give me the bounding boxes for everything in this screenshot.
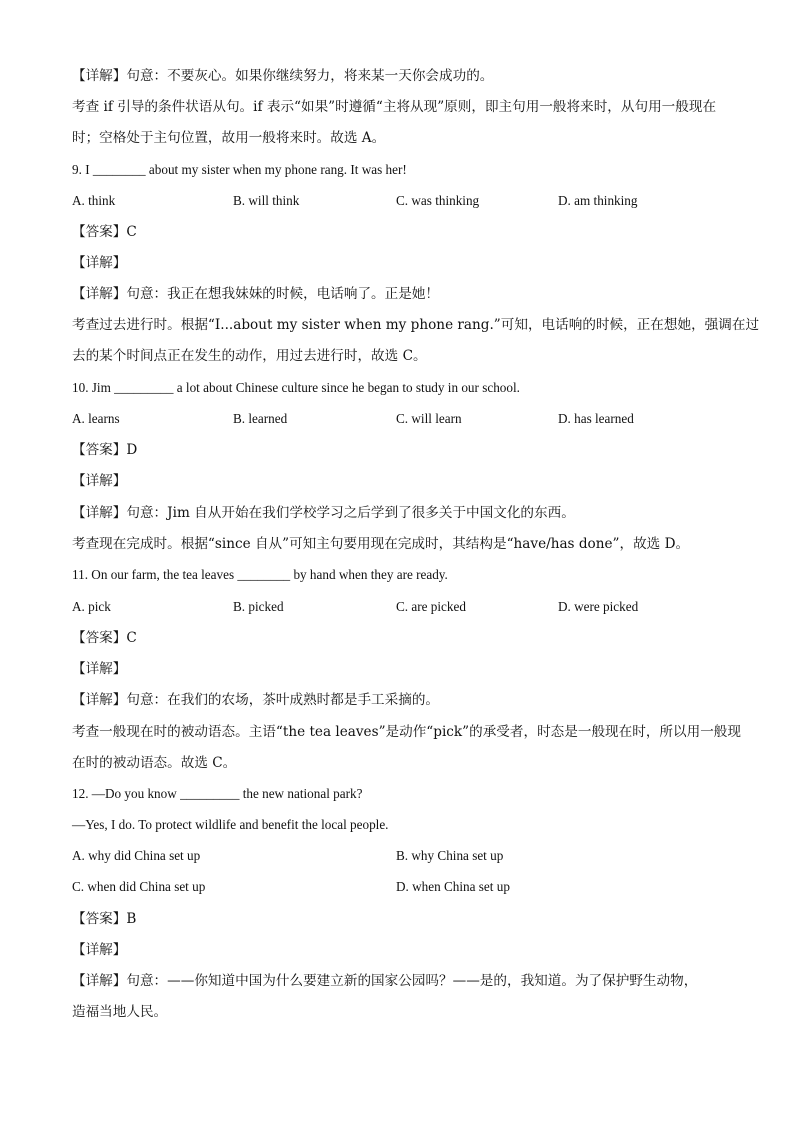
question-9-explanation-line: 【详解】句意：我正在想我妹妹的时候，电话响了。正是她！ <box>72 286 440 302</box>
question-12-explanation-line: 造福当地人民。 <box>72 1004 168 1020</box>
question-9-stem: 9. I ________ about my sister when my phone rang. It was her! <box>72 162 407 177</box>
question-11-option-d: D. were picked <box>558 599 639 614</box>
question-9-explanation-heading: 【详解】 <box>72 255 127 271</box>
question-11-option-b: B. picked <box>233 599 284 614</box>
question-9-option-a: A. think <box>72 193 116 208</box>
question-12-option-d: D. when China set up <box>396 879 510 894</box>
explanation-line: 【详解】句意：不要灰心。如果你继续努力，将来某一天你会成功的。 <box>72 68 494 84</box>
question-10-explanation-heading: 【详解】 <box>72 473 127 489</box>
question-9-option-c: C. was thinking <box>396 193 480 208</box>
question-12-reply: —Yes, I do. To protect wildlife and benefit the local people. <box>72 817 389 832</box>
question-10-option-a: A. learns <box>72 411 120 426</box>
question-9-option-d: D. am thinking <box>558 193 638 208</box>
question-12-answer: 【答案】B <box>72 911 137 927</box>
explanation-line: 考查 if 引导的条件状语从句。if 表示“如果”时遵循“主将从现”原则，即主句用一般将来时，从句用一般现在 <box>72 99 717 115</box>
question-12-option-b: B. why China set up <box>396 848 504 863</box>
question-11-explanation-line: 【详解】句意：在我们的农场，茶叶成熟时都是手工采摘的。 <box>72 692 440 708</box>
question-11-option-c: C. are picked <box>396 599 466 614</box>
question-11-explanation-heading: 【详解】 <box>72 661 127 677</box>
question-10-explanation-line: 【详解】句意：Jim 自从开始在我们学校学习之后学到了很多关于中国文化的东西。 <box>72 505 575 521</box>
question-9-answer: 【答案】C <box>72 224 137 240</box>
question-12-option-a: A. why did China set up <box>72 848 201 863</box>
question-10-option-c: C. will learn <box>396 411 462 426</box>
question-10-explanation-line: 考查现在完成时。根据“since 自从”可知主句要用现在完成时，其结构是“have/has done”，故选 D。 <box>72 536 690 552</box>
question-12-stem: 12. —Do you know _________ the new national park? <box>72 786 363 801</box>
question-10-option-d: D. has learned <box>558 411 634 426</box>
question-11-explanation-line: 考查一般现在时的被动语态。主语“the tea leaves”是动作“pick”的承受者，时态是一般现在时，所以用一般现 <box>72 724 741 740</box>
question-10-option-b: B. learned <box>233 411 288 426</box>
question-9-explanation-line: 考查过去进行时。根据“I...about my sister when my phone rang.”可知，电话响的时候，正在想她，强调在过 <box>72 317 760 333</box>
explanation-line: 时；空格处于主句位置，故用一般将来时。故选 A。 <box>72 130 386 146</box>
question-12-explanation-heading: 【详解】 <box>72 942 127 958</box>
question-10-answer: 【答案】D <box>72 442 138 458</box>
question-11-answer: 【答案】C <box>72 630 137 646</box>
question-12-option-c: C. when did China set up <box>72 879 206 894</box>
question-11-stem: 11. On our farm, the tea leaves ________ by hand when they are ready. <box>72 567 448 582</box>
question-12-explanation-line: 【详解】句意：——你知道中国为什么要建立新的国家公园吗？——是的，我知道。为了保护野生动物， <box>72 973 698 989</box>
question-9-option-b: B. will think <box>233 193 300 208</box>
question-11-explanation-line: 在时的被动语态。故选 C。 <box>72 755 237 771</box>
question-11-option-a: A. pick <box>72 599 111 614</box>
question-9-explanation-line: 去的某个时间点正在发生的动作，用过去进行时，故选 C。 <box>72 348 427 364</box>
question-10-stem: 10. Jim _________ a lot about Chinese culture since he began to study in our school. <box>72 380 520 395</box>
